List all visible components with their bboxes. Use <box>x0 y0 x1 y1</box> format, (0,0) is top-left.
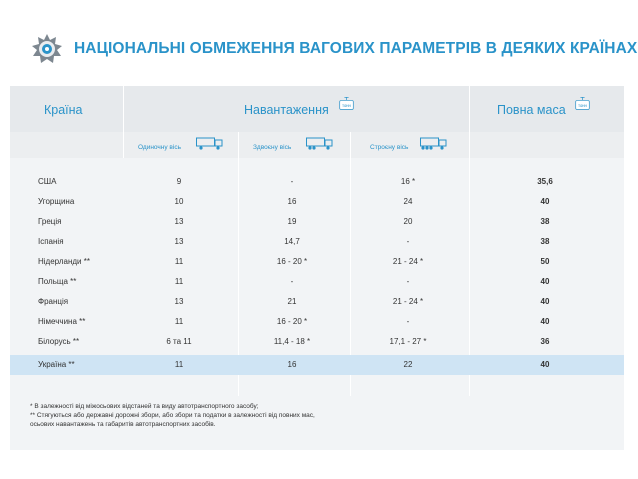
table-row <box>10 272 624 292</box>
footnote: осьових навантажень та габаритів автотранспортних засобів. <box>30 421 216 428</box>
cell-triple: - <box>406 317 410 326</box>
cell-single: 11 <box>174 360 184 369</box>
weight-unit-label: тонн <box>578 102 587 108</box>
cell-country: Греція <box>38 217 62 226</box>
cell-country: Франція <box>38 297 69 306</box>
cell-double: 11,4 - 18 * <box>273 337 311 346</box>
truck-single-axle-icon <box>196 137 224 150</box>
cell-country: Нідерланди ** <box>38 257 90 266</box>
cell-country: Польща ** <box>38 277 77 286</box>
table-row <box>10 252 624 272</box>
cell-country: Угорщина <box>38 197 75 206</box>
cell-triple: 24 <box>403 197 413 206</box>
table-row <box>10 292 624 312</box>
column-divider <box>469 86 470 158</box>
cell-double: 19 <box>287 217 297 226</box>
footnote: ** Стягуються або державні дорожні збори, або збори та податки в залежності від повних мас, <box>30 412 315 419</box>
weights-table <box>10 86 624 450</box>
cell-total: 40 <box>540 297 550 306</box>
cell-double: - <box>290 277 294 286</box>
header-load: Навантаження <box>244 103 329 117</box>
cell-double: 16 <box>287 360 297 369</box>
cell-single: 10 <box>174 197 184 206</box>
footnote: * В залежності від міжосьових відстаней та виду автотранспортного засобу; <box>30 403 259 410</box>
weight-unit-label: тонн <box>342 102 351 108</box>
cell-total: 36 <box>540 337 550 346</box>
cell-triple: - <box>406 237 410 246</box>
subheader-double-axle: Здвоєну вісь <box>253 144 292 151</box>
table-row <box>10 312 624 332</box>
cell-country: США <box>38 177 57 186</box>
subheader-single-axle: Одиночну вісь <box>138 144 181 151</box>
cell-total: 38 <box>540 217 550 226</box>
cell-country: Німеччина ** <box>38 317 86 326</box>
cell-double: - <box>290 177 294 186</box>
cell-country: Україна ** <box>38 360 75 369</box>
cell-single: 11 <box>174 317 184 326</box>
cell-double: 16 <box>287 197 297 206</box>
subheader-triple-axle: Строєну вісь <box>370 144 409 151</box>
cell-total: 40 <box>540 360 550 369</box>
cell-triple: 21 - 24 * <box>392 297 424 306</box>
table-row <box>10 232 624 252</box>
cell-double: 16 - 20 * <box>276 317 308 326</box>
cell-single: 11 <box>174 277 184 286</box>
truck-triple-axle-icon <box>420 137 448 150</box>
cell-double: 21 <box>287 297 297 306</box>
cell-triple: 22 <box>403 360 413 369</box>
cell-total: 40 <box>540 277 550 286</box>
cell-triple: 17,1 - 27 * <box>389 337 427 346</box>
cell-total: 40 <box>540 317 550 326</box>
cell-double: 14,7 <box>284 237 300 246</box>
table-row-highlighted <box>10 355 624 375</box>
cell-total: 35,6 <box>537 177 553 186</box>
cell-total: 40 <box>540 197 550 206</box>
cell-total: 38 <box>540 237 550 246</box>
cell-country: Білорусь ** <box>38 337 80 346</box>
cell-single: 11 <box>174 257 184 266</box>
emblem-logo <box>31 33 63 65</box>
cell-single: 13 <box>174 217 184 226</box>
truck-double-axle-icon <box>306 137 334 150</box>
cell-country: Іспанія <box>38 237 64 246</box>
weight-unit-icon <box>570 97 595 110</box>
cell-triple: 20 <box>403 217 413 226</box>
cell-triple: - <box>406 277 410 286</box>
table-row <box>10 192 624 212</box>
cell-triple: 21 - 24 * <box>392 257 424 266</box>
cell-single: 13 <box>174 297 184 306</box>
page-title: НАЦІОНАЛЬНІ ОБМЕЖЕННЯ ВАГОВИХ ПАРАМЕТРІВ В ДЕЯКИХ КРАЇНАХ <box>74 40 638 57</box>
cell-single: 9 <box>176 177 182 186</box>
cell-triple: 16 * <box>400 177 416 186</box>
header-country: Країна <box>44 103 83 117</box>
cell-double: 16 - 20 * <box>276 257 308 266</box>
header-total: Повна маса <box>497 103 566 117</box>
column-divider <box>123 86 124 158</box>
table-row <box>10 172 624 192</box>
weight-unit-icon <box>334 97 359 110</box>
cell-total: 50 <box>540 257 550 266</box>
cell-single: 13 <box>174 237 184 246</box>
table-row <box>10 212 624 232</box>
cell-single: 6 та 11 <box>166 337 192 346</box>
table-row <box>10 332 624 352</box>
